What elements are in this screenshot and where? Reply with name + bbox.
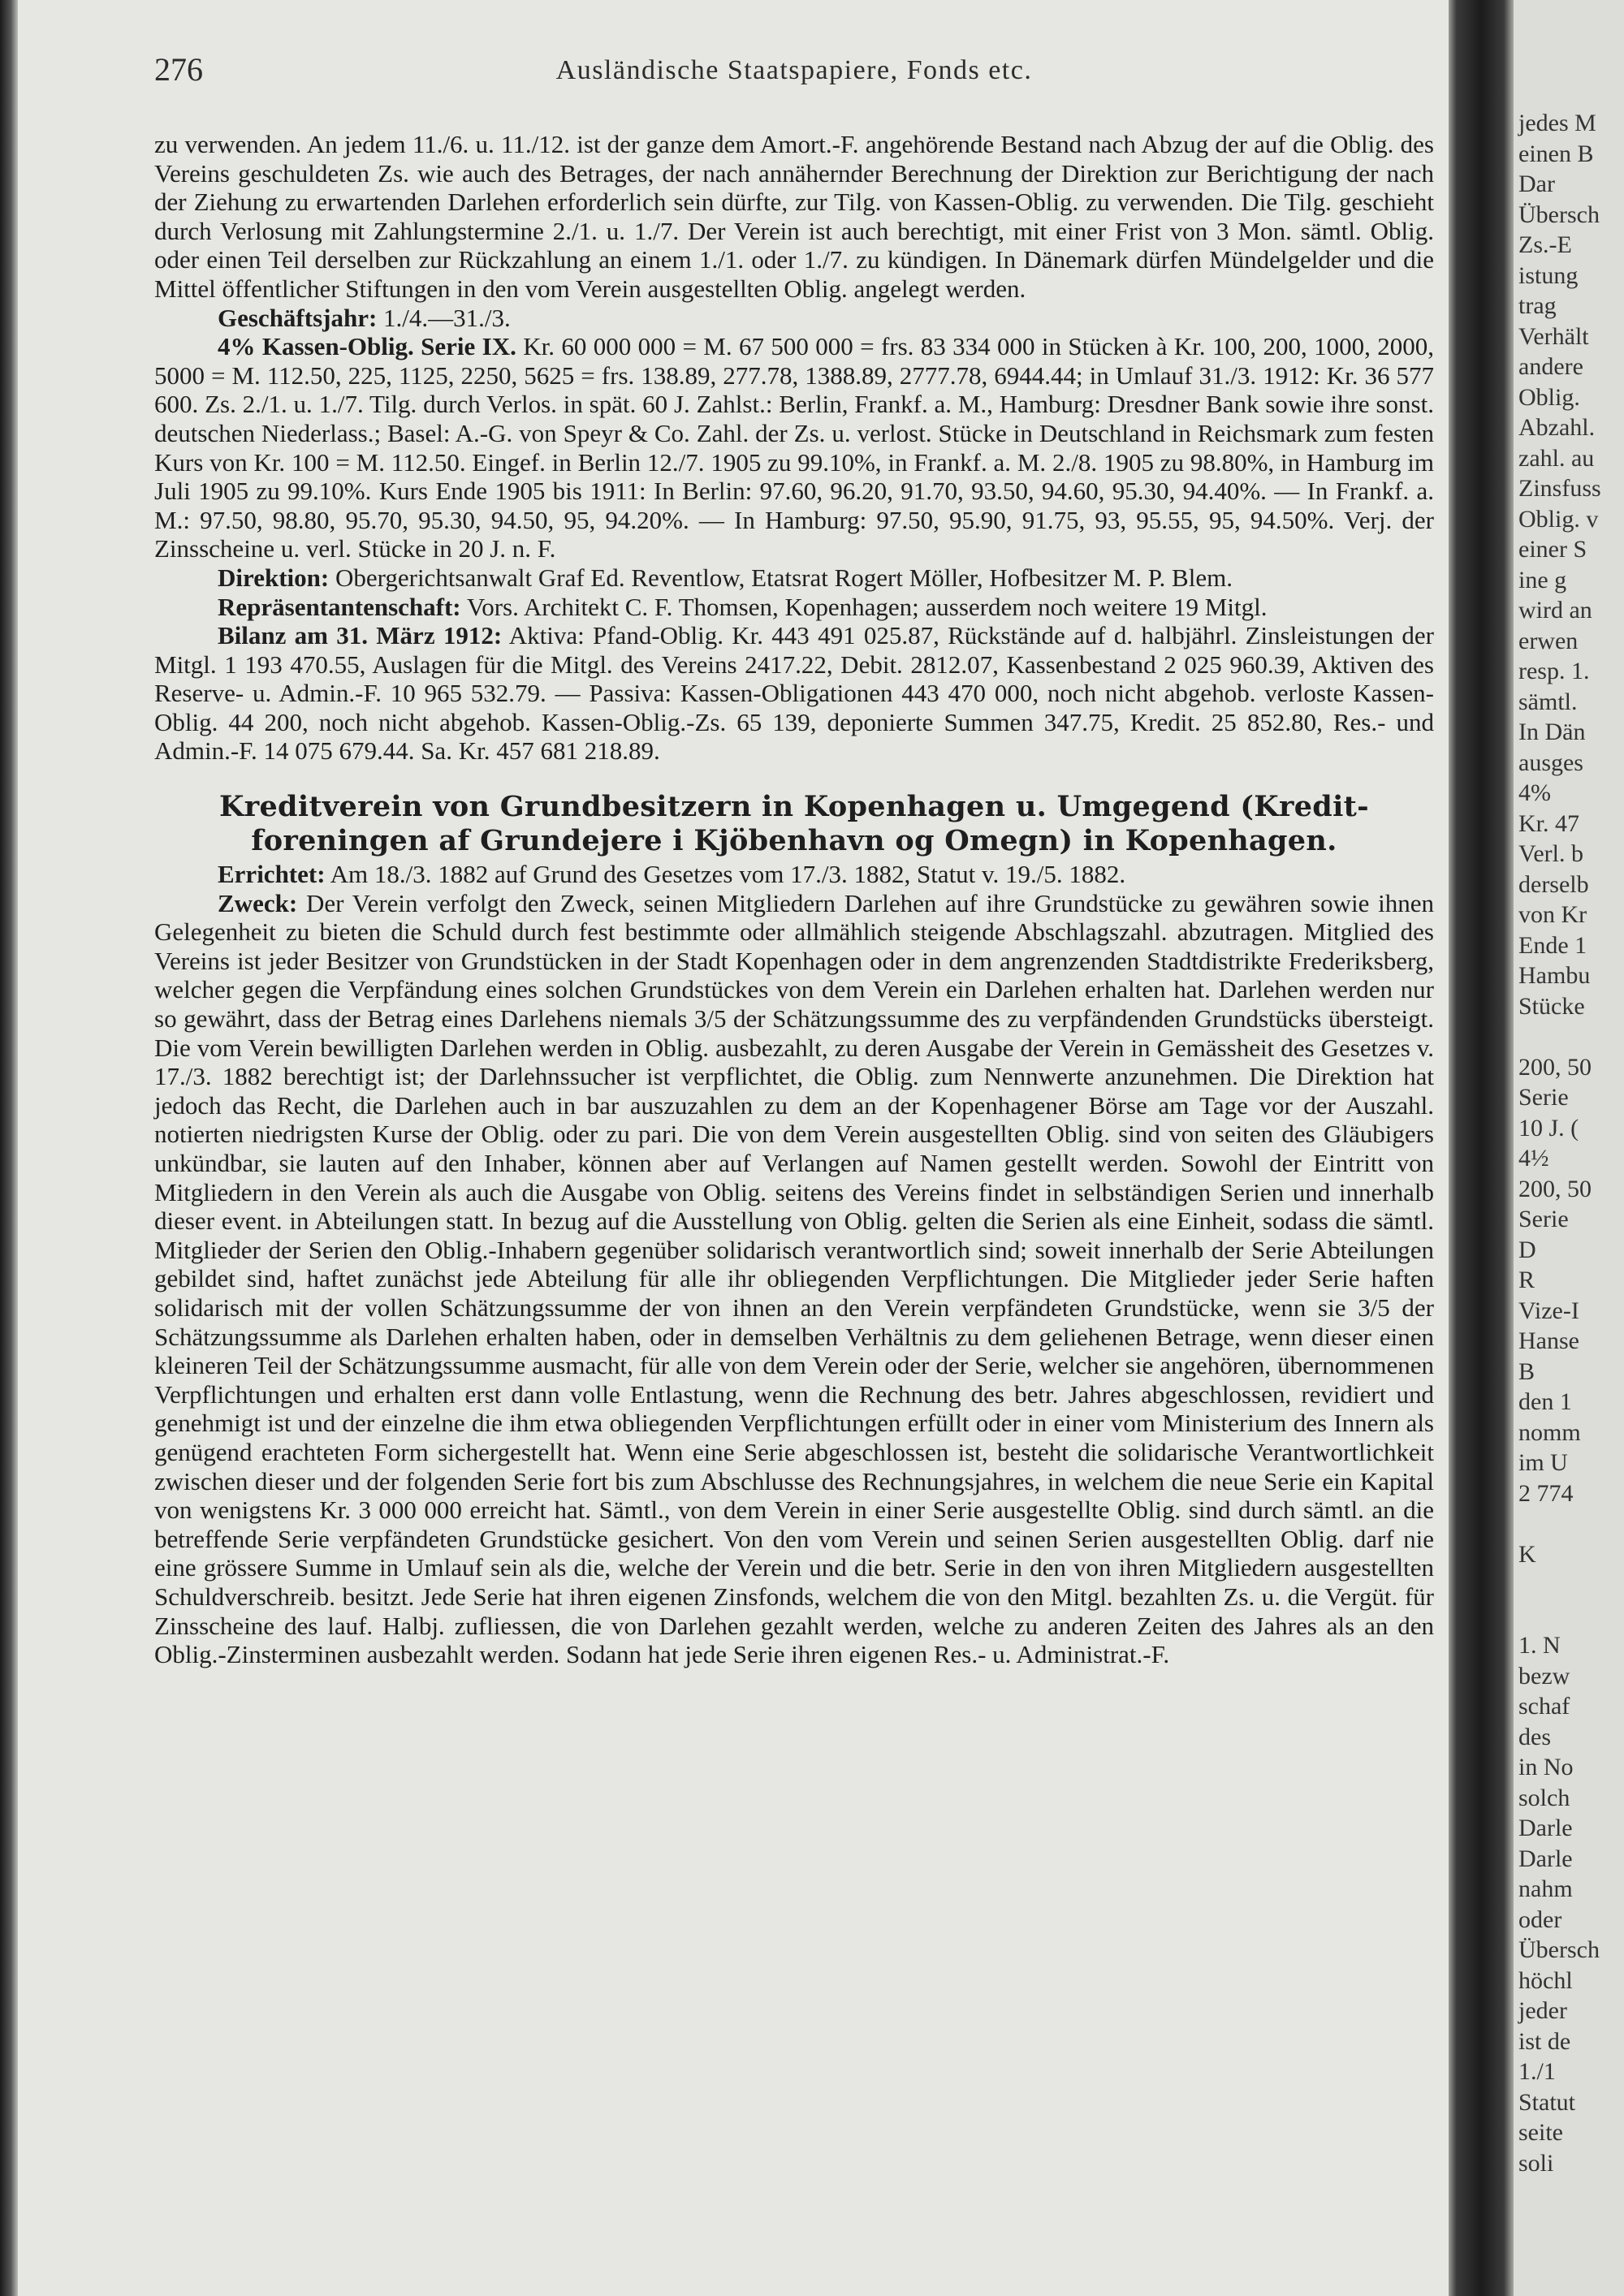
adjacent-page-line: D <box>1518 1236 1536 1263</box>
adjacent-page-line: des <box>1518 1723 1551 1750</box>
adjacent-page-line: Abzahl. <box>1518 414 1596 441</box>
adjacent-page-line: ine g <box>1518 566 1567 593</box>
adjacent-page-line: Darle <box>1518 1815 1573 1841</box>
adjacent-page-line: 200, 50 <box>1518 1175 1592 1202</box>
adjacent-page-line: 1. N <box>1518 1632 1561 1659</box>
page-content <box>154 130 1434 1669</box>
adjacent-page-line: istung <box>1518 261 1579 289</box>
adjacent-page-line: 4½ <box>1518 1145 1549 1172</box>
kassen-oblig-label: 4% Kassen-Oblig. Serie IX. <box>218 332 516 361</box>
adjacent-page-line: resp. 1. <box>1518 658 1590 684</box>
errichtet-text: Am 18./3. 1882 auf Grund des Gesetzes vom 17./3. 1882, Statut v. 19./5. 1882. <box>325 860 1126 889</box>
adjacent-page-line <box>1514 1508 1601 1539</box>
adjacent-page-line: ist de <box>1518 2027 1571 2055</box>
left-page-edge <box>0 0 18 2296</box>
adjacent-page-line: soli <box>1518 2149 1554 2177</box>
adjacent-page-line: trag <box>1518 292 1557 319</box>
adjacent-page-line: Serie <box>1518 1084 1569 1111</box>
adjacent-page-line: andere <box>1518 353 1583 380</box>
adjacent-page-line: 4% <box>1518 779 1551 806</box>
adjacent-page-line: Serie <box>1518 1206 1569 1232</box>
adjacent-page-line: von Kr <box>1518 901 1587 928</box>
adjacent-page-line: Oblig. v <box>1518 505 1599 533</box>
adjacent-page-line: Dar <box>1518 170 1555 197</box>
adjacent-page-line: nomm <box>1518 1418 1581 1446</box>
section-title-line-1: Kreditverein von Grundbesitzern in Kopenhagen u. Umgegend (Kredit- <box>219 790 1369 824</box>
adjacent-page-line: Oblig. <box>1518 383 1580 411</box>
adjacent-page-line: In Dän <box>1518 719 1586 745</box>
adjacent-page-line: Hambu <box>1518 962 1591 989</box>
adjacent-page-line: Vize-I <box>1518 1297 1579 1324</box>
errichtet-label: Errichtet: <box>218 860 326 889</box>
book-gutter <box>1449 0 1514 2296</box>
adjacent-page-fragment <box>1514 0 1624 2296</box>
adjacent-page-line: einen B <box>1518 140 1594 167</box>
adjacent-page-line: jedes M <box>1518 110 1596 136</box>
adjacent-page-line: Zinsfuss <box>1518 475 1601 502</box>
adjacent-page-line: Verhält <box>1518 322 1589 350</box>
adjacent-page-line: 2 774 <box>1518 1479 1574 1507</box>
bilanz-text: Aktiva: Pfand-Oblig. Kr. 443 491 025.87, Rückstände auf d. halbjährl. Zinsleistungen der Mitgl. 1 193 470.55, Auslagen für die Mitgl. des Vereins 2417.22, Debit. 2812.07, Kassenbestand 2 025 960.39, Aktiven des Reserve- u. Admin.-F. 10 965 532.79. — Passiva: Kassen-Obligationen 443 470 000, noch nicht abgehob. verloste Kassen-Oblig. 44 200, noch nicht abgehob. Kassen-Oblig.-Zs. 65 139, deponierte Summen 347.75, Kredit. 25 852.80, Res.- und Admin.-F. 14 075 679.44. Sa. Kr. 457 681 218.89. <box>154 621 1434 766</box>
adjacent-page-line: im U <box>1518 1449 1568 1476</box>
kassen-oblig-entry <box>154 332 1434 563</box>
direktion-entry <box>154 563 1434 593</box>
kassen-oblig-text: Kr. 60 000 000 = M. 67 500 000 = frs. 83 334 000 in Stücken à Kr. 100, 200, 1000, 2000, 5000 = M. 112.50, 225, 1125, 2250, 5625 = frs. 138.89, 277.78, 1388.89, 2777.78, 6944.44; in Umlauf 31./3. 1912: Kr. 36 577 600. Zs. 2./1. u. 1./7. Tilg. durch Verlos. in spät. 60 J. Zahlst.: Berlin, Frankf. a. M., Hamburg: Dresdner Bank sowie ihre sonst. deutschen Niederlass.; Basel: A.-G. von Speyr & Co. Zahl. der Zs. u. verlost. Stücke in Deutschland in Reichsmark zum festen Kurs von Kr. 100 = M. 112.50. Eingef. in Berlin 12./7. 1905 zu 99.10%, in Frankf. a. M. 2./8. 1905 zu 98.80%, in Hamburg im Juli 1905 zu 99.10%. Kurs Ende 1905 bis 1911: In Berlin: 97.60, 96.20, 91.70, 93.50, 94.60, 95.30, 94.40%. — In Frankf. a. M.: 97.50, 98.80, 95.70, 95.30, 94.50, 95, 94.20%. — In Hamburg: 97.50, 95.90, 91.75, 93, 95.55, 95, 94.50%. Verj. der Zinsscheine u. verl. Stücke in 20 J. n. F. <box>154 332 1434 563</box>
direktion-text: Obergerichtsanwalt Graf Ed. Reventlow, Etatsrat Rogert Möller, Hofbesitzer M. P. Blem. <box>329 563 1233 592</box>
adjacent-page-line: K <box>1518 1540 1536 1568</box>
adjacent-page-line: sämtl. <box>1518 688 1578 715</box>
bilanz-entry <box>154 621 1434 766</box>
adjacent-page-line: Stücke <box>1518 992 1585 1020</box>
adjacent-page-line <box>1514 1600 1601 1631</box>
adjacent-page-line: ausges <box>1518 749 1583 776</box>
adjacent-page-line: 10 J. ( <box>1518 1114 1579 1142</box>
page-number: 276 <box>154 51 203 88</box>
adjacent-page-line: Darle <box>1518 1845 1573 1872</box>
section-title-line-2: foreningen af Grundejere i Kjöbenhavn og Omegn) in Kopenhagen. <box>251 824 1337 858</box>
adjacent-page-line: Kr. 47 <box>1518 809 1579 837</box>
zweck-text: Der Verein verfolgt den Zweck, seinen Mitgliedern Darlehen auf ihre Grundstücke zu gewähren sowie ihnen Gelegenheit zu bieten die Schuld durch fest bestimmte oder allmählich steigende Abschlagszahl. abzutragen. Mitglied des Vereins ist jeder Besitzer von Grundstücken in der Stadt Kopenhagen oder in dem angrenzenden Stadtdistrikte Frederiksberg, welcher gegen die Verpfändung eines solchen Grundstückes von dem Verein ein Darlehen erhalten hat. Darlehen werden nur so gewährt, dass der Betrag eines Darlehens niemals 3/5 der Schätzungssumme des zu verpfändenden Grundstücks übersteigt. Die vom Verein bewilligten Darlehen werden in Oblig. ausbezahlt, zu deren Ausgabe der Verein in Gemässheit des Gesetzes v. 17./3. 1882 berechtigt ist; der Darlehnssucher ist verpflichtet, die Oblig. zum Nennwerte anzunehmen. Die Direktion hat jedoch das Recht, die Darlehen auch in bar auszuzahlen zu dem an der Kopenhagener Börse am Tage vor der Auszahl. notierten niedrigsten Kurse der Oblig. oder zu pari. Die von dem Verein ausgestellten Oblig. sind von seiten des Gläubigers unkündbar, sie lauten auf den Inhaber, können aber auf Verlangen auf Namen gestellt werden. Sowohl der Eintritt von Mitgliedern in den Verein als auch die Ausgabe von Oblig. seitens des Vereins findet in selbständigen Serien und innerhalb dieser event. in Abteilungen statt. In bezug auf die Ausstellung von Oblig. gelten die Serien als eine Einheit, sodass die sämtl. Mitglieder der Serien den Oblig.-Inhabern gegenüber solidarisch verantwortlich sind; soweit innerhalb der Serie Abteilungen gebildet sind, haftet zunächst jede Abteilung für alle ihr obliegenden Verpflichtungen. Die Mitglieder jeder Serie haften solidarisch mit der vollen Schätzungssumme der von ihnen an den Verein verpfändeten Grundstücke, wenn sie 3/5 der Schätzungssumme als Darlehen erhalten haben, oder in demselben Verhältnis zu dem geliehenen Betrage, wenn dieser einen kleineren Teil der Schätzungssumme ausmacht, für alle von dem Verein oder der Serie, welcher sie angehören, übernommenen Verpflichtungen und erhalten erst dann volle Entlastung, wenn die Rechnung des betr. Jahres abgeschlossen, revidiert und genehmigt ist und der einzelne die ihm etwa obliegenden Verpflichtungen erfüllt oder in einer vom Ministerium des Innern als genügend erachteten Form sichergestellt hat. Wenn eine Serie abgeschlossen ist, besteht die solidarische Verantwortlichkeit zwischen dieser und der folgenden Serie fort bis zum Abschlusse des Rechnungsjahres, in welchem die neue Serie ein Kapital von wenigstens Kr. 3 000 000 erreicht hat. Sämtl., von dem Verein in einer Serie ausgestellte Oblig. sind durch sämtl. an die betreffende Serie verpfändeten Grundstücke gesichert. Von den vom Verein und seinen Serien ausgestellten Oblig. darf nie eine grössere Summe in Umlauf sein als die, welche der Verein und die betr. Serie in den von ihren Mitgliedern ausgestellten Schuldverschreib. besitzt. Jede Serie hat ihren eigenen Zinsfonds, welchem die von den Mitgl. bezahlten Zs. u. die Vergüt. für Zinsscheine des lauf. Halbj. zufliessen, die von Darlehen gezahlt werden, welche zu anderen Zeiten des Jahres als an den Oblig.-Zinsterminen ausbezahlt werden. Sodann hat jede Serie ihren eigenen Res.- u. Administrat.-F. <box>154 888 1434 1669</box>
adjacent-page-line: R <box>1518 1267 1535 1293</box>
adjacent-page-line: seite <box>1518 2119 1563 2146</box>
adjacent-page-line: Übersch <box>1518 201 1600 228</box>
intro-paragraph: zu verwenden. An jedem 11./6. u. 11./12. ist der ganze dem Amort.-F. angehörende Bestand nach Abzug der auf die Oblig. des Vereins geschuldeten Zs. wie auch des Betrages, der nach annähernder Berechnung der Direktion zur Berichtigung der nach der Ziehung zu erwartenden Darlehen erforderlich sein dürfte, zur Tilg. von Kassen-Oblig. zu verwenden. Die Tilg. geschieht durch Verlosung mit Zahlungstermine 2./1. u. 1./7. Der Verein ist auch berechtigt, mit einer Frist von 3 Mon. sämtl. Oblig. oder einen Teil derselben zur Rückzahlung an einem 1./1. oder 1./7. zu kündigen. In Dänemark dürfen Mündelgelder und die Mittel öffentlicher Stiftungen in den vom Verein ausgestellten Oblig. angelegt werden. <box>154 130 1434 303</box>
adjacent-page-line: 1./1 <box>1518 2058 1556 2085</box>
running-title: Ausländische Staatspapiere, Fonds etc. <box>555 55 1033 85</box>
errichtet-entry <box>154 860 1434 889</box>
adjacent-page-line: höchl <box>1518 1966 1573 1994</box>
adjacent-page-line: schaf <box>1518 1693 1570 1720</box>
repraesentantenschaft-entry <box>154 593 1434 622</box>
adjacent-page-line: Ende 1 <box>1518 931 1587 959</box>
geschaeftsjahr-label: Geschäftsjahr: <box>218 303 378 332</box>
adjacent-page-line: einer S <box>1518 536 1587 563</box>
bilanz-label: Bilanz am 31. März 1912: <box>218 621 503 650</box>
adjacent-page-line: Übersch <box>1518 1936 1600 1963</box>
zweck-entry <box>154 889 1434 1669</box>
adjacent-page-line: erwen <box>1518 627 1579 654</box>
adjacent-page-line: Zs.-E <box>1518 231 1572 258</box>
adjacent-page-line: solch <box>1518 1784 1570 1811</box>
section-title <box>154 790 1434 858</box>
adjacent-page-line <box>1514 1021 1601 1052</box>
repraesentantenschaft-text: Vors. Architekt C. F. Thomsen, Kopenhagen; ausserdem noch weitere 19 Mitgl. <box>460 592 1268 621</box>
adjacent-page-line: zahl. au <box>1518 444 1595 472</box>
adjacent-page-line: Verl. b <box>1518 840 1583 867</box>
direktion-label: Direktion: <box>218 563 330 592</box>
page-header <box>154 50 1434 91</box>
repraesentantenschaft-label: Repräsentantenschaft: <box>218 592 461 621</box>
geschaeftsjahr-text: 1./4.—31./3. <box>377 303 511 332</box>
geschaeftsjahr-entry <box>154 304 1434 333</box>
adjacent-page-line: Hanse <box>1518 1327 1579 1354</box>
adjacent-page-line: in No <box>1518 1754 1574 1780</box>
adjacent-page-line: nahm <box>1518 1875 1573 1902</box>
adjacent-page-line: derselb <box>1518 870 1589 898</box>
adjacent-page-line: Statut <box>1518 2088 1576 2116</box>
adjacent-page-line: bezw <box>1518 1662 1570 1690</box>
adjacent-page-line: jeder <box>1518 1997 1567 2024</box>
adjacent-page-line: 200, 50 <box>1518 1053 1592 1081</box>
adjacent-page-line: den 1 <box>1518 1388 1572 1415</box>
adjacent-page-line: B <box>1518 1357 1535 1385</box>
adjacent-page-line <box>1514 1569 1601 1600</box>
adjacent-page-text <box>1514 108 1601 2178</box>
adjacent-page-line: wird an <box>1518 597 1592 624</box>
adjacent-page-line: oder <box>1518 1905 1562 1933</box>
zweck-label: Zweck: <box>218 888 298 917</box>
